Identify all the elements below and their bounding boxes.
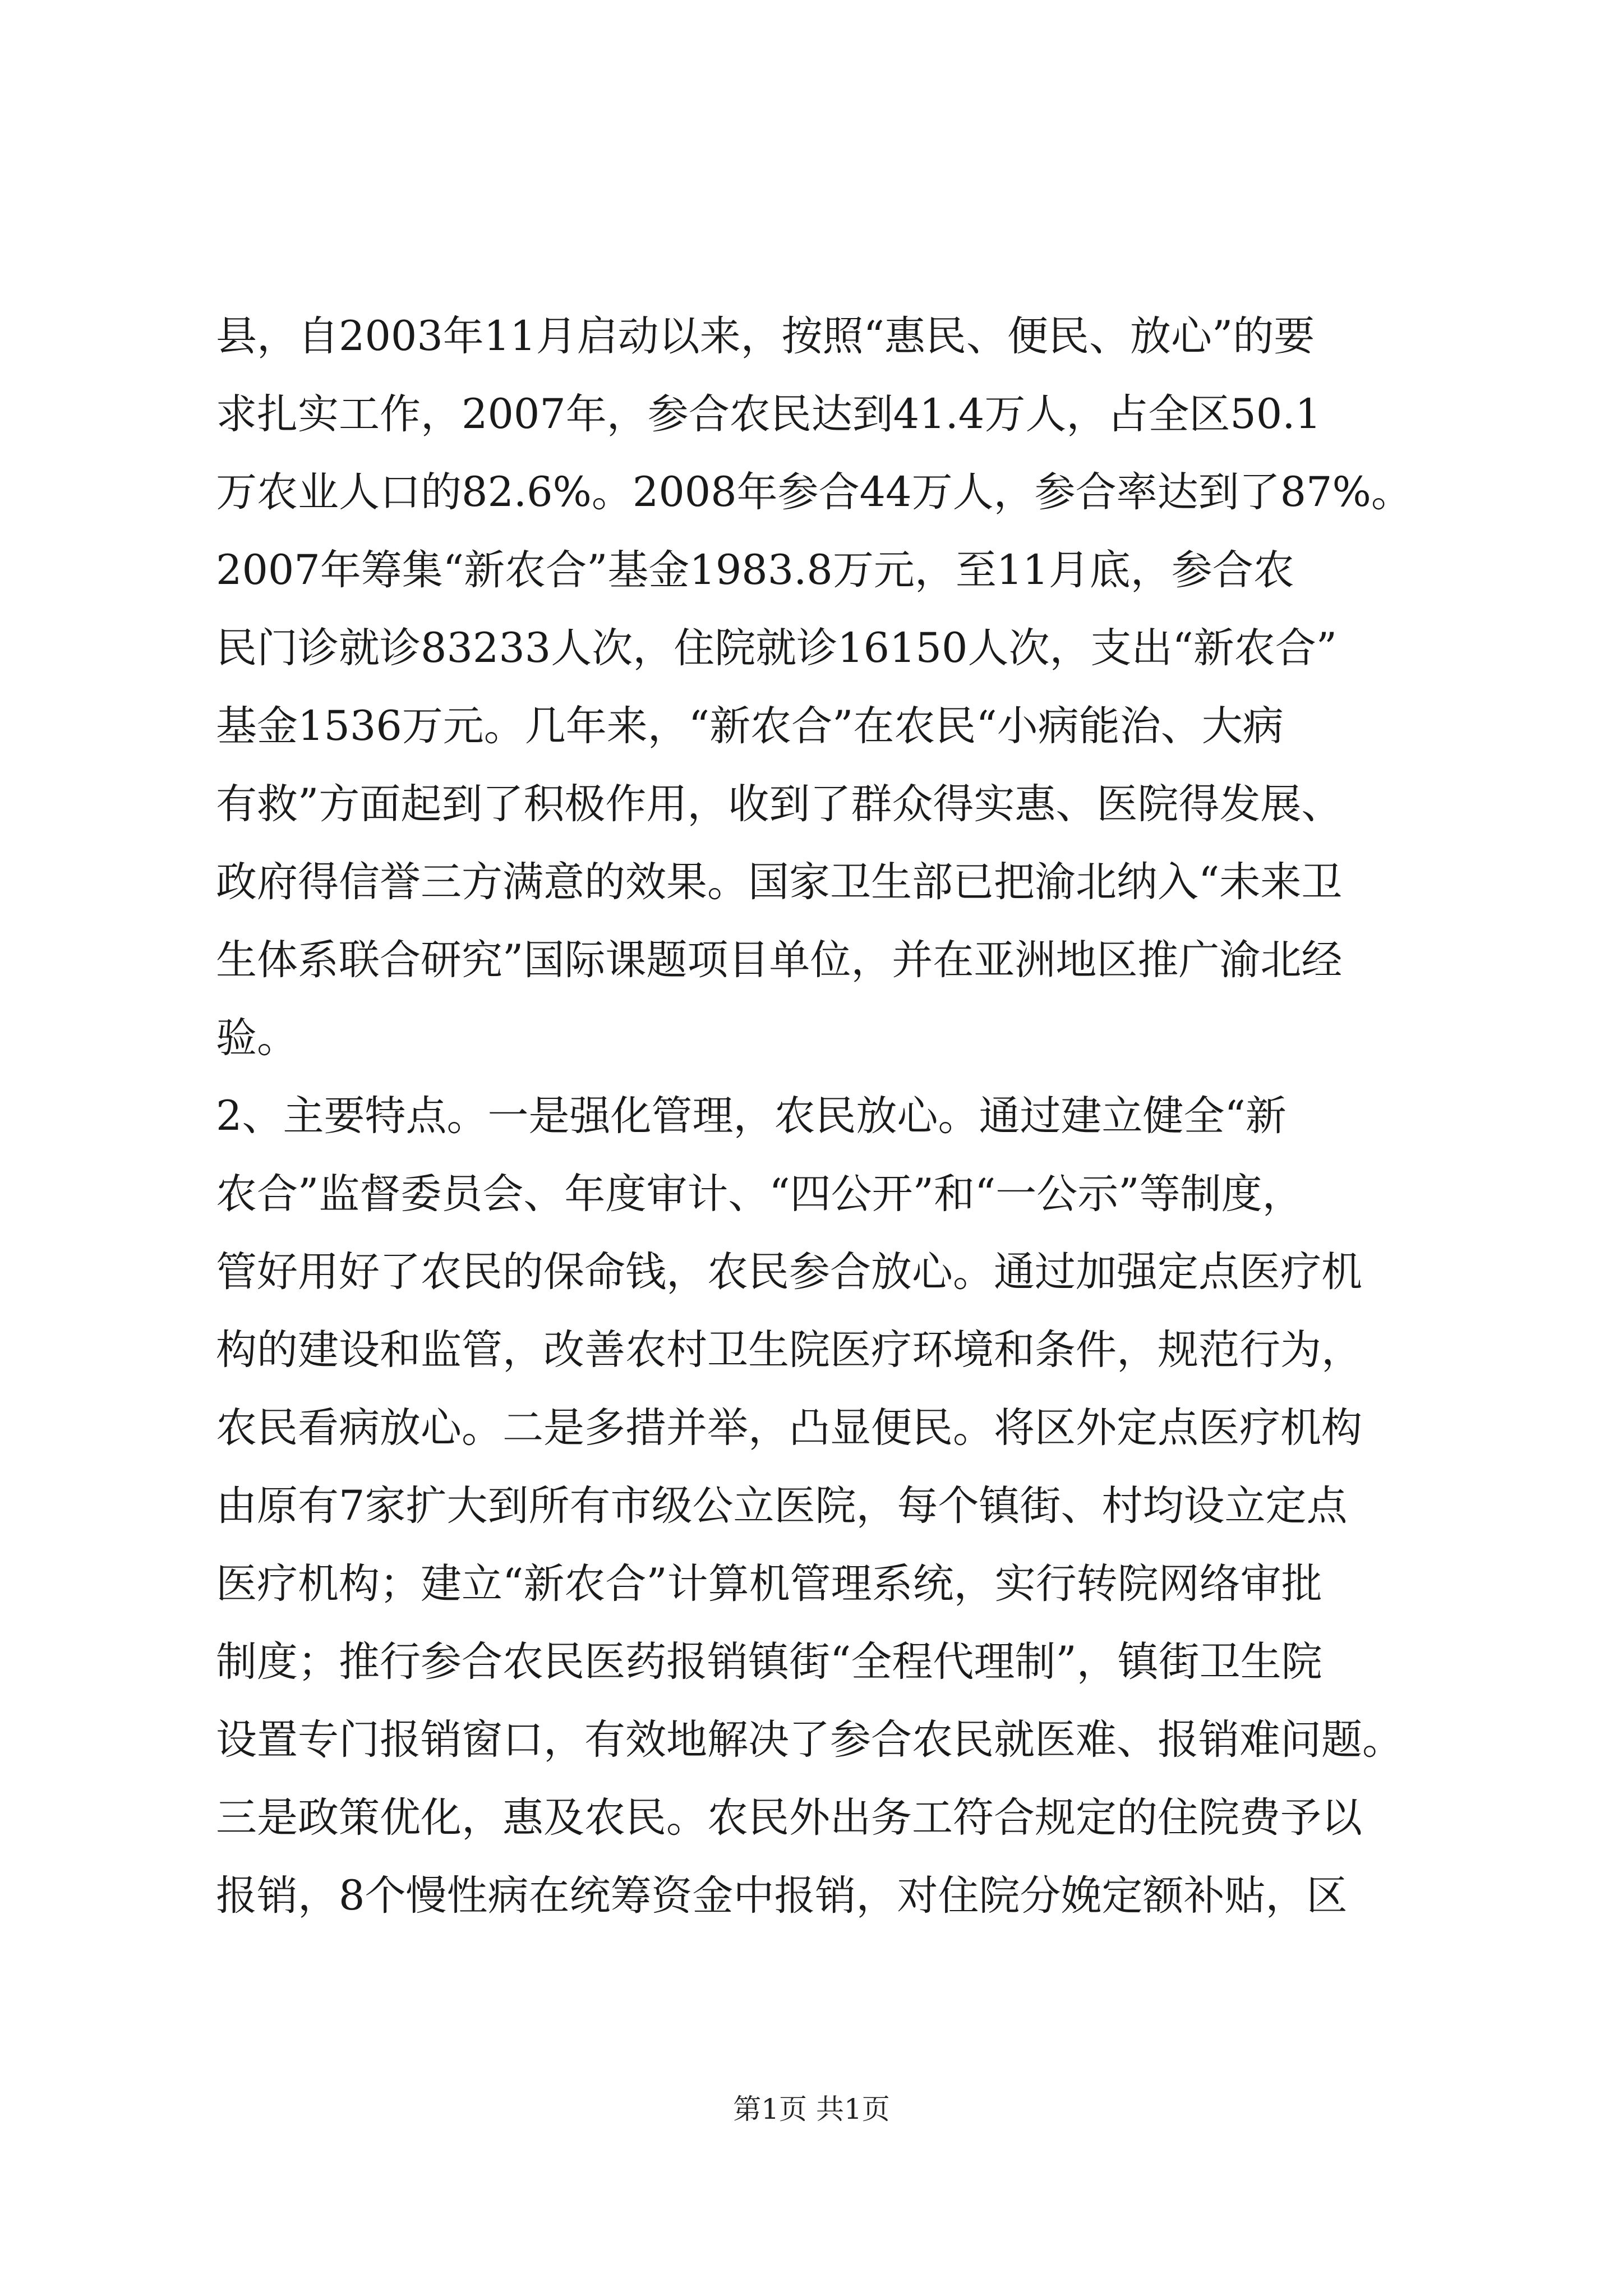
text-line: 求扎实工作，2007年，参合农民达到41.4万人，占全区50.1 (216, 390, 1321, 438)
text-line: 生体系联合研究”国际课题项目单位，并在亚洲地区推广渝北经 (216, 936, 1343, 984)
text-line: 三是政策优化，惠及农民。农民外出务工符合规定的住院费予以 (216, 1794, 1362, 1842)
text-line: 农民看病放心。二是多措并举，凸显便民。将区外定点医疗机构 (216, 1404, 1362, 1452)
text-line: 农合”监督委员会、年度审计、“四公开”和“一公示”等制度， (216, 1170, 1303, 1218)
text-line: 管好用好了农民的保命钱，农民参合放心。通过加强定点医疗机 (216, 1248, 1362, 1296)
text-line: 制度；推行参合农民医药报销镇街“全程代理制”，镇街卫生院 (216, 1638, 1322, 1686)
text-line: 验。 (216, 1014, 298, 1062)
text-line: 报销，8个慢性病在统筹资金中报销，对住院分娩定额补贴，区 (216, 1872, 1348, 1920)
text-line: 基金1536万元。几年来，“新农合”在农民“小病能治、大病 (216, 702, 1284, 750)
text-line: 设置专门报销窗口，有效地解决了参合农民就医难、报销难问题。 (216, 1716, 1403, 1764)
text-line: 县，自2003年11月启动以来，按照“惠民、便民、放心”的要 (216, 312, 1315, 360)
text-line: 有救”方面起到了积极作用，收到了群众得实惠、医院得发展、 (216, 780, 1343, 828)
text-line: 2、主要特点。一是强化管理，农民放心。通过建立健全“新 (216, 1092, 1287, 1140)
text-line: 构的建设和监管，改善农村卫生院医疗环境和条件，规范行为， (216, 1326, 1362, 1374)
text-line: 2007年筹集“新农合”基金1983.8万元，至11月底，参合农 (216, 546, 1294, 594)
text-line: 民门诊就诊83233人次，住院就诊16150人次，支出“新农合” (216, 624, 1338, 672)
text-line: 医疗机构；建立“新农合”计算机管理系统，实行转院网络审批 (216, 1560, 1322, 1608)
page-footer: 第1页 共1页 (733, 2093, 890, 2125)
text-line: 万农业人口的82.6%。2008年参合44万人，参合率达到了87%。 (216, 468, 1412, 516)
text-line: 政府得信誉三方满意的效果。国家卫生部已把渝北纳入“未来卫 (216, 858, 1343, 906)
text-line: 由原有7家扩大到所有市级公立医院，每个镇街、村均设立定点 (216, 1482, 1348, 1530)
